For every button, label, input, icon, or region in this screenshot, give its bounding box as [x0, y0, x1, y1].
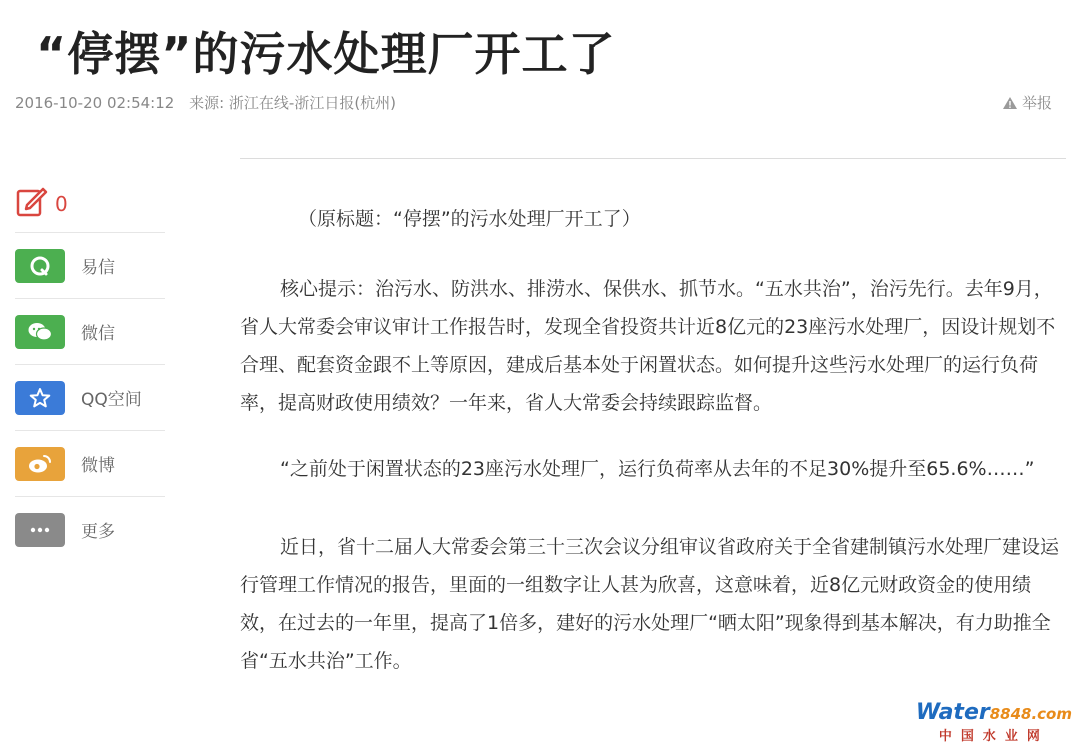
share-label: 微信: [81, 324, 115, 344]
share-weibo[interactable]: [15, 430, 165, 496]
watermark-brand: Water: [915, 700, 990, 725]
watermark-suffix: .com: [1031, 705, 1072, 723]
yixin-icon: [15, 249, 65, 283]
share-label: 更多: [81, 522, 115, 542]
watermark-number: 8848: [989, 705, 1032, 723]
share-wechat[interactable]: [15, 298, 165, 364]
share-yixin[interactable]: [15, 232, 165, 298]
warning-icon: [1002, 96, 1018, 110]
share-list: [15, 232, 165, 562]
watermark-cn: 中国水业网: [938, 729, 1049, 744]
article-paragraph: 核心提示：治污水、防洪水、排涝水、保供水、抓节水。“五水共治”，治污先行。去年9月，省人大常委会审议审计工作报告时，发现全省投资共计近8亿元的23座污水处理厂，因设计规划不合理、配套资金跟不上等原因，建成后基本处于闲置状态。如何提升这些污水处理厂的运行负荷率，提高财政使用绩效？一年来，省人大常委会持续跟踪监督。: [240, 278, 1056, 414]
more-icon: [15, 513, 65, 547]
original-title: （原标题：“停摆”的污水处理厂开工了）: [298, 208, 641, 230]
article-meta: [15, 92, 396, 113]
qzone-star-icon: [15, 381, 65, 415]
wechat-icon: [15, 315, 65, 349]
page-title: “停摆”的污水处理厂开工了: [36, 27, 616, 81]
article-paragraph: “之前处于闲置状态的23座污水处理厂，运行负荷率从去年的不足30%提升至65.6%……”: [280, 458, 1035, 480]
source-label: 来源: 浙江在线-浙江日报(杭州): [189, 94, 397, 112]
share-qzone[interactable]: [15, 364, 165, 430]
article-body: [240, 200, 1068, 680]
share-label: QQ空间: [81, 390, 142, 410]
publish-datetime: 2016-10-20 02:54:12: [15, 94, 175, 112]
report-button[interactable]: [1002, 92, 1052, 113]
weibo-icon: [15, 447, 65, 481]
share-label: 易信: [81, 258, 115, 278]
header-divider: [240, 158, 1066, 159]
site-watermark: [916, 700, 1072, 744]
comment-button[interactable]: [15, 185, 68, 223]
share-more[interactable]: [15, 496, 165, 562]
edit-comment-icon: [15, 185, 49, 223]
article-paragraph: 近日，省十二届人大常委会第三十三次会议分组审议省政府关于全省建制镇污水处理厂建设运行管理工作情况的报告，里面的一组数字让人甚为欣喜，这意味着，近8亿元财政资金的使用绩效，在过去的一年里，提高了1倍多，建好的污水处理厂“晒太阳”现象得到基本解决，有力助推全省“五水共治”工作。: [240, 536, 1060, 672]
report-label: 举报: [1021, 94, 1052, 112]
share-label: 微博: [81, 456, 115, 476]
comment-count: 0: [55, 192, 68, 216]
